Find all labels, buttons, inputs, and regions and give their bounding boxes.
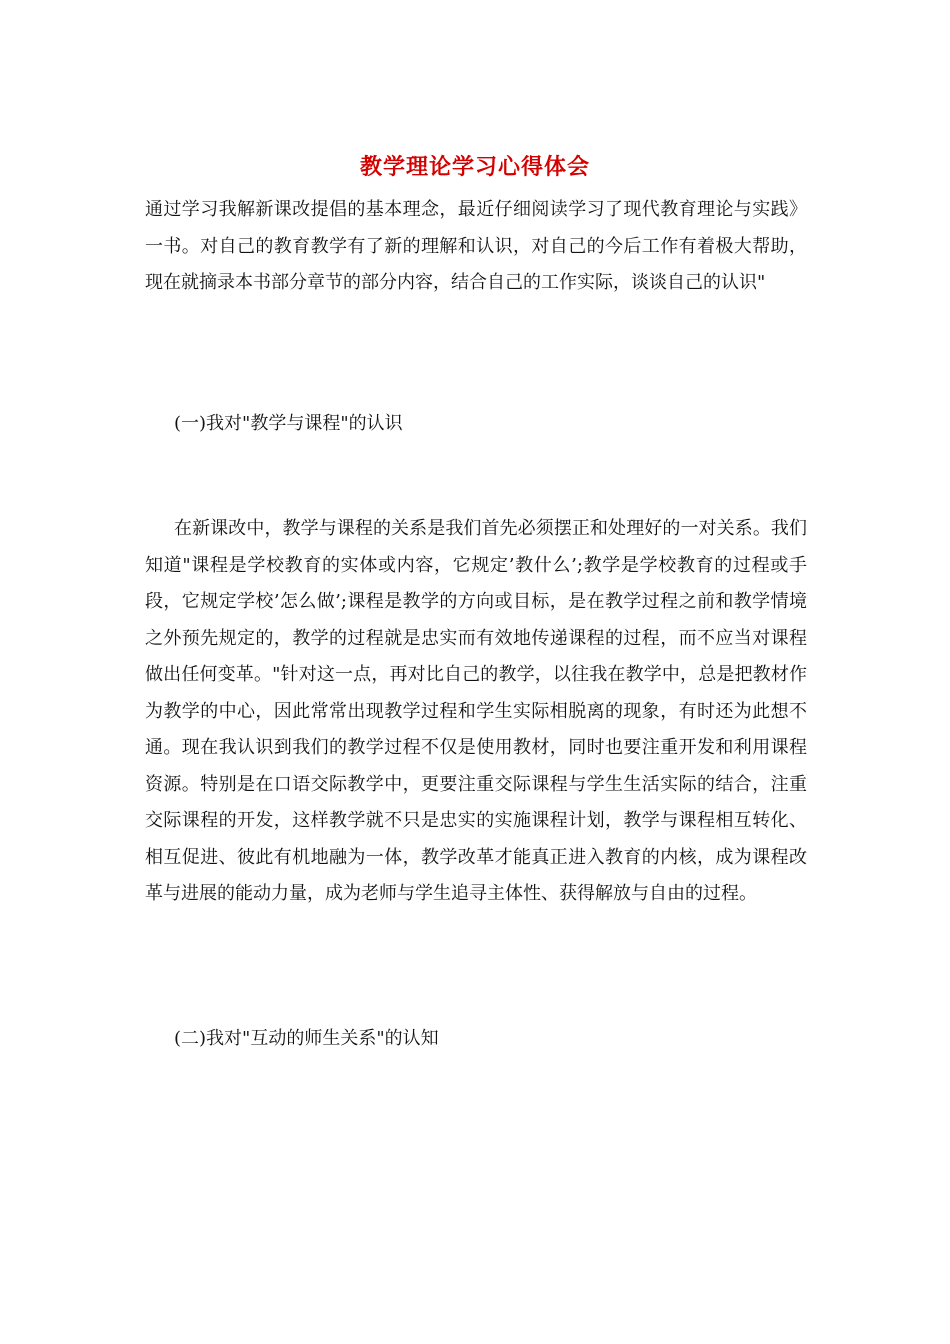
intro-paragraph: 通过学习我解新课改提倡的基本理念，最近仔细阅读学习了现代教育理论与实践》一书。对自己的教育教学有了新的理解和认识，对自己的今后工作有着极大帮助，现在就摘录本书部分章节的部分内容，结合自己的工作实际，谈谈自己的认识": [145, 199, 807, 293]
section-1-heading: (一)我对"教学与课程"的认识: [174, 413, 403, 434]
section-2-heading: (二)我对"互动的师生关系"的认知: [174, 1028, 439, 1049]
document-title: 教学理论学习心得体会: [359, 154, 590, 180]
section-1-paragraph: 在新课改中，教学与课程的关系是我们首先必须摆正和处理好的一对关系。我们知道"课程是学校教育的实体或内容，它规定’教什么’;教学是学校教育的过程或手段，它规定学校’怎么做’;课程是教学的方向或目标，是在教学过程之前和教学情境之外预先规定的，教学的过程就是忠实而有效地传递课程的过程，而不应当对课程做出任何变革。"针对这一点，再对比自己的教学，以往我在教学中，总是把教材作为教学的中心，因此常常出现教学过程和学生实际相脱离的现象，有时还为此想不通。现在我认识到我们的教学过程不仅是使用教材，同时也要注重开发和利用课程资源。特别是在口语交际教学中，更要注重交际课程与学生生活实际的结合，注重交际课程的开发，这样教学就不只是忠实的实施课程计划，教学与课程相互转化、相互促进、彼此有机地融为一体，教学改革才能真正进入教育的内核，成为课程改革与进展的能动力量，成为老师与学生追寻主体性、获得解放与自由的过程。: [145, 518, 807, 904]
